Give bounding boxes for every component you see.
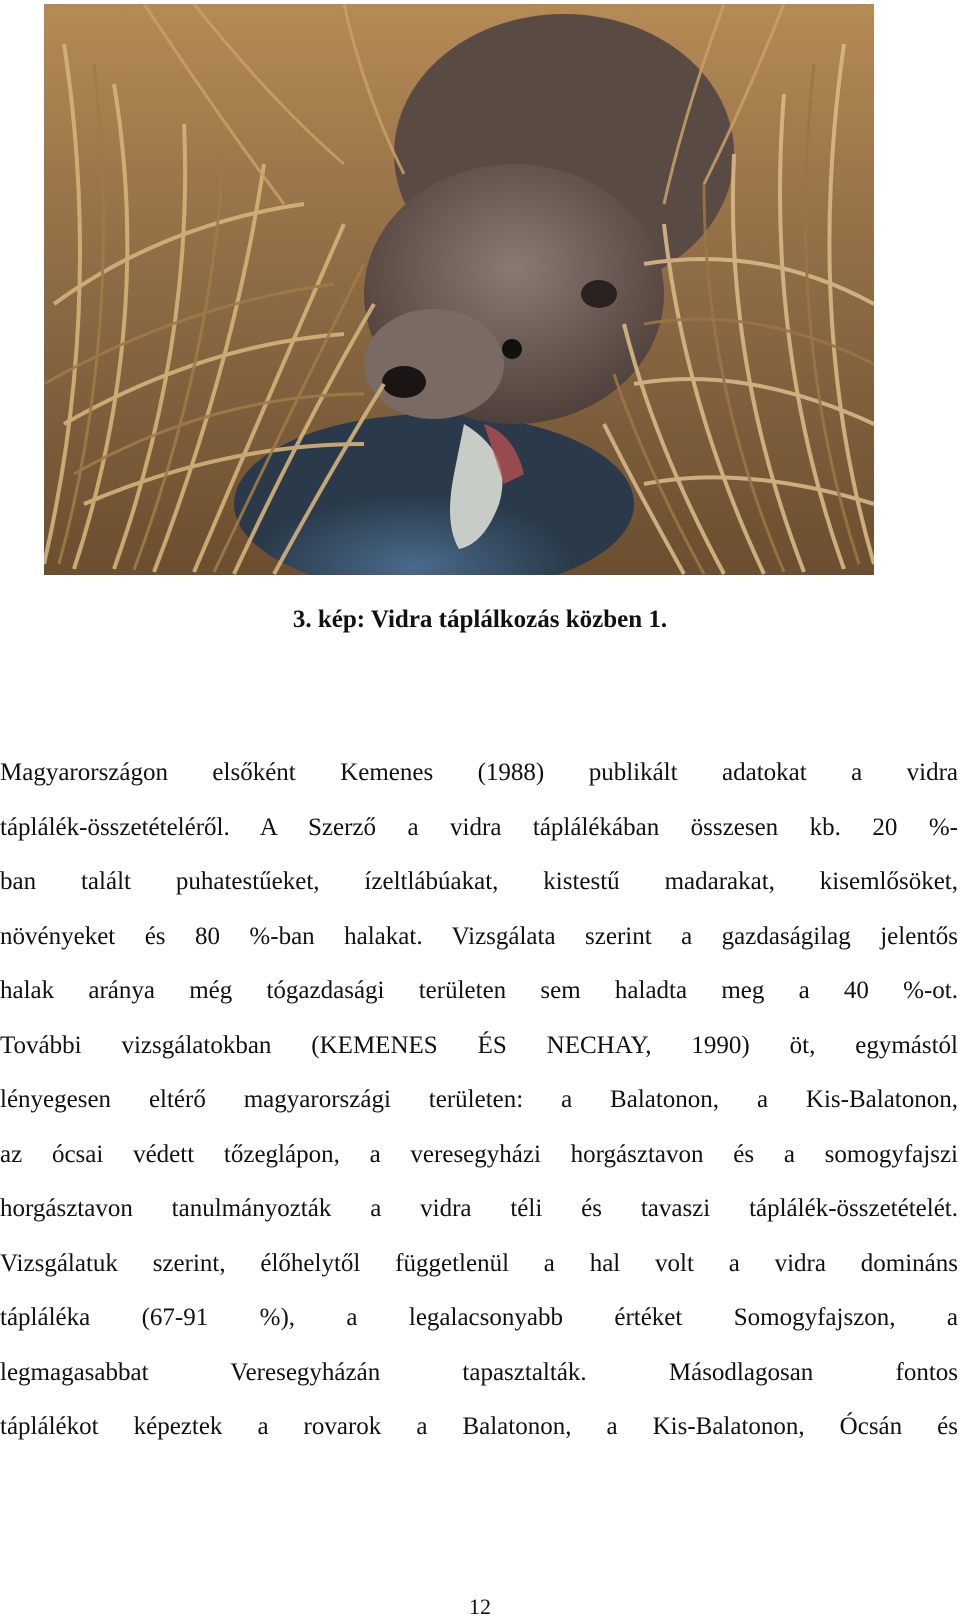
paragraph-line: legmagasabbat Veresegyházán tapasztalták. Másodlagosan fontos (0, 1358, 958, 1386)
paragraph-line: horgásztavon tanulmányozták a vidra téli és tavaszi táplálék-összetételét. (0, 1195, 958, 1222)
paragraph-line: ban talált puhatestűeket, ízeltlábúakat, kistestű madarakat, kisemlősöket, (0, 868, 958, 895)
paragraph-line: Vizsgálatuk szerint, élőhelytől függetlenül a hal volt a vidra domináns (0, 1249, 958, 1277)
otter-photo (44, 4, 874, 575)
paragraph-line: lényegesen eltérő magyarországi területen: a Balatonon, a Kis-Balatonon, (0, 1086, 958, 1113)
paragraph-line: növényeket és 80 %-ban halakat. Vizsgálata szerint a gazdaságilag jelentős (0, 922, 958, 950)
paragraph-line: tápláléka (67-91 %), a legalacsonyabb értéket Somogyfajszon, a (0, 1304, 958, 1331)
paragraph-line: További vizsgálatokban (KEMENES ÉS NECHAY, 1990) öt, egymástól (0, 1031, 958, 1059)
paragraph-line: halak aránya még tógazdasági területen sem haladta meg a 40 %-ot. (0, 977, 958, 1004)
figure-caption: 3. kép: Vidra táplálkozás közben 1. (292, 606, 668, 633)
paragraph-line: táplálék-összetételéről. A Szerző a vidra táplálékában összesen kb. 20 %- (0, 813, 958, 841)
body-paragraph (0, 756, 958, 1465)
paragraph-line: táplálékot képeztek a rovarok a Balatonon, a Kis-Balatonon, Ócsán és (0, 1413, 958, 1440)
paragraph-line: Magyarországon elsőként Kemenes (1988) publikált adatokat a vidra (0, 759, 958, 786)
paragraph-line: az ócsai védett tőzeglápon, a veresegyházi horgásztavon és a somogyfajszi (0, 1140, 958, 1168)
otter-illustration (44, 4, 874, 575)
page-number: 12 (469, 1594, 491, 1619)
